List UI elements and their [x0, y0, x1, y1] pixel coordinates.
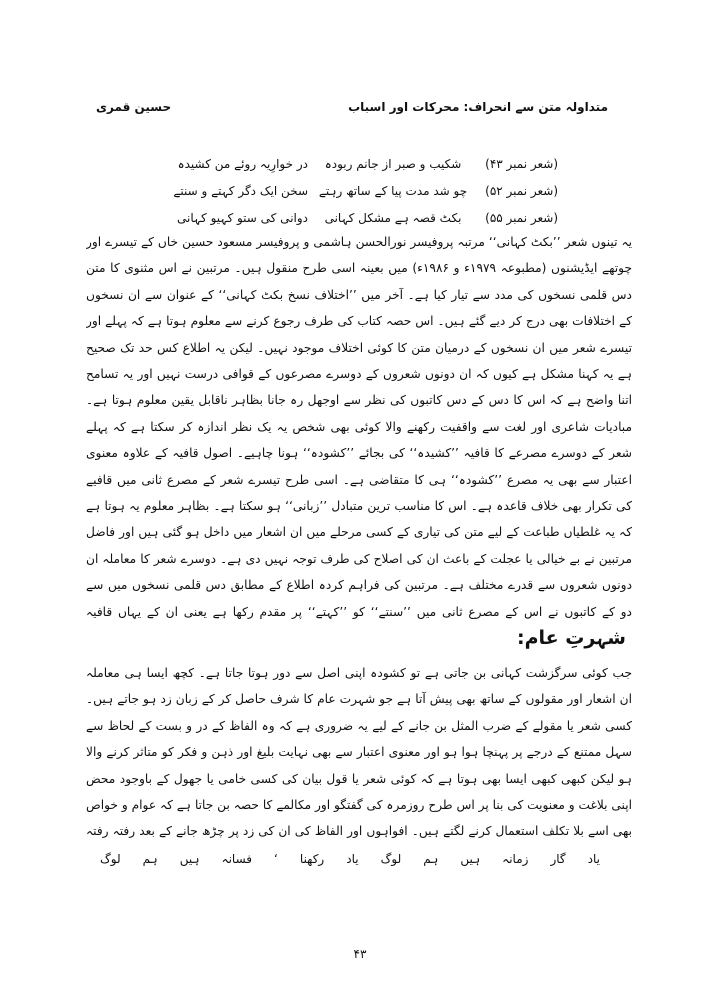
example-word: ہیں [460, 852, 481, 866]
body-paragraph: جب کوئی سرگزشت کہانی بن جاتی ہے تو کشودہ اپنی اصل سے دور ہوتا جاتا ہے۔ کچھ ایسا ہی معاملہ ان اشعار اور مقولوں کے ساتھ بھی پیش آتا ہے جو شہرت عام کا شرف حاصل کر کے زبان زد ہو جاتے ہیں۔ کسی شعر یا مقولے کے ضرب المثل بن جانے کے لیے یہ ضروری ہے کہ وہ الفاظ کے در و بست کے لحاظ سے سہل ممتنع کے درجے پر پہنچا ہوا ہو اور معنوی اعتبار سے بھی نہایت بلیغ اور ذہن و فکر کو متاثر کرنے والا ہو لیکن کبھی کبھی ایسا بھی ہوتا ہے کہ کوئی شعر یا قول بیان کی کسی خامی یا جھول کے باوجود محض اپنی بلاغت و معنویت کی بنا پر اس طرح روزمرہ کی گفتگو اور مکالمے کا حصہ بن جاتا ہے کہ عوام و خواص بھی اسے بلا تکلف استعمال کرنے لگتے ہیں۔ افواہوں اور الفاظ کی ان کی زد پر چڑھ جانے کے بعد رفتہ رفتہ [86, 666, 632, 839]
verse-first-misra: بکٹ قصہ ہے مشکل کہانی [324, 210, 462, 225]
verse-first-misra: شکیب و صبر از جانم ربودہ [324, 156, 462, 171]
example-word: ہیں [179, 852, 200, 866]
running-author: حسین قمری [96, 100, 172, 114]
example-word: زمانہ [502, 852, 529, 866]
example-word: ہم [423, 852, 439, 866]
example-word: گار [550, 852, 566, 866]
example-word: یاد [587, 852, 600, 866]
verse-block [173, 150, 558, 231]
example-word: یاد [346, 852, 359, 866]
body-paragraph: یہ تینوں شعر ’’بکٹ کہانی‘‘ مرتبہ پروفیسر نورالحسن ہاشمی و پروفیسر مسعود حسین خاں کے تیسرے اور چوتھے ایڈیشنوں (مطبوعہ ۱۹۷۹ء و ۱۹۸۶ء) میں بعینہ اسی طرح منقول ہیں۔ مرتبین نے اس مثنوی کا متن دس قلمی نسخوں کی مدد سے تیار کیا ہے۔ آخر میں ’’اختلاف نسخ بکٹ کہانی‘‘ کے عنوان سے ان نسخوں کے اختلافات بھی درج کر دیے گئے ہیں۔ اس حصہ کتاب کی طرف رجوع کرنے سے معلوم ہوتا ہے کہ پہلے اور تیسرے شعر میں ان نسخوں کے درمیان متن کا کوئی اختلاف موجود نہیں۔ لیکن یہ اطلاع کس حد تک صحیح ہے یہ کہنا مشکل ہے کیوں کہ ان دونوں شعروں کے دوسرے مصرعوں کے قوافی درست نہیں اور یہ تسامح اتنا واضح ہے کہ اس کا دس کے دس کاتبوں کی نظر سے اوجھل رہ جانا بظاہر ناقابل یقین معلوم ہوتا ہے۔ مبادیات شاعری اور لغت سے واقفیت رکھنے والا کوئی بھی شخص یہ یک نظر اندازہ کر سکتا ہے کہ پہلے شعر کے دوسرے مصرعے کا قافیہ ’’کشیدہ‘‘ کی بجائے ’’کشودہ‘‘ ہونا چاہیے۔ اصول قافیہ کے علاوہ معنوی اعتبار سے بھی یہ مصرع ’’کشودہ‘‘ ہی کا متقاضی ہے۔ اسی طرح تیسرے شعر کے مصرع ثانی میں قافیے کی تکرار بھی خلاف قاعدہ ہے۔ اس کا مناسب ترین متبادل ’’زبانی‘‘ ہو سکتا ہے۔ بظاہر معلوم یہ ہوتا ہے کہ یہ غلطیاں طباعت کے لیے متن کی تیاری کے کسی مرحلے میں ان اشعار میں داخل ہو گئی ہیں اور فاضل مرتبین نے بے خیالی یا عجلت کے باعث ان کی اصلاح کی طرف توجہ نہیں دی ہے۔ دوسرے شعر کا معاملہ ان دونوں شعروں سے قدرے مختلف ہے۔ مرتبین کی فراہم کردہ اطلاع کے مطابق دس قلمی نسخوں میں سے دو کے کاتبوں نے اس کے مصرع ثانی میں ’’سنتے‘‘ کو ’’کہتے‘‘ پر مقدم رکھا ہے یعنی ان کے یہاں قافیہ [86, 235, 632, 619]
example-word: ‘ [274, 852, 278, 866]
verse-row [178, 204, 558, 231]
verse-second-misra: سخن ایک دگر کہتے و سنتے [173, 183, 308, 198]
example-word: ہم [142, 852, 158, 866]
verse-number: (شعر نمبر ۴۳) [485, 156, 558, 171]
example-verse [100, 852, 600, 866]
verse-row [178, 150, 558, 177]
verse-second-misra: در خوارِیہ روئے من کشیدہ [177, 156, 308, 171]
verse-first-misra: چو شد مدت پیا کے ساتھ رہتے [318, 183, 468, 198]
verse-number: (شعر نمبر ۵۲) [485, 183, 558, 198]
running-title: متداولہ متن سے انحراف: محرکات اور اسباب [348, 100, 608, 114]
verse-number: (شعر نمبر ۵۵) [485, 210, 558, 225]
page-number: ۴۳ [353, 947, 367, 961]
verse-second-misra: دوانی کی ستو کہیو کہانی [177, 210, 308, 225]
example-word: لوگ [100, 852, 121, 866]
example-word: فسانہ [221, 852, 253, 866]
example-word: رکھنا [299, 852, 325, 866]
section-heading: شہرتِ عام: [517, 627, 626, 649]
example-word: لوگ [380, 852, 402, 866]
verse-row [173, 177, 558, 204]
